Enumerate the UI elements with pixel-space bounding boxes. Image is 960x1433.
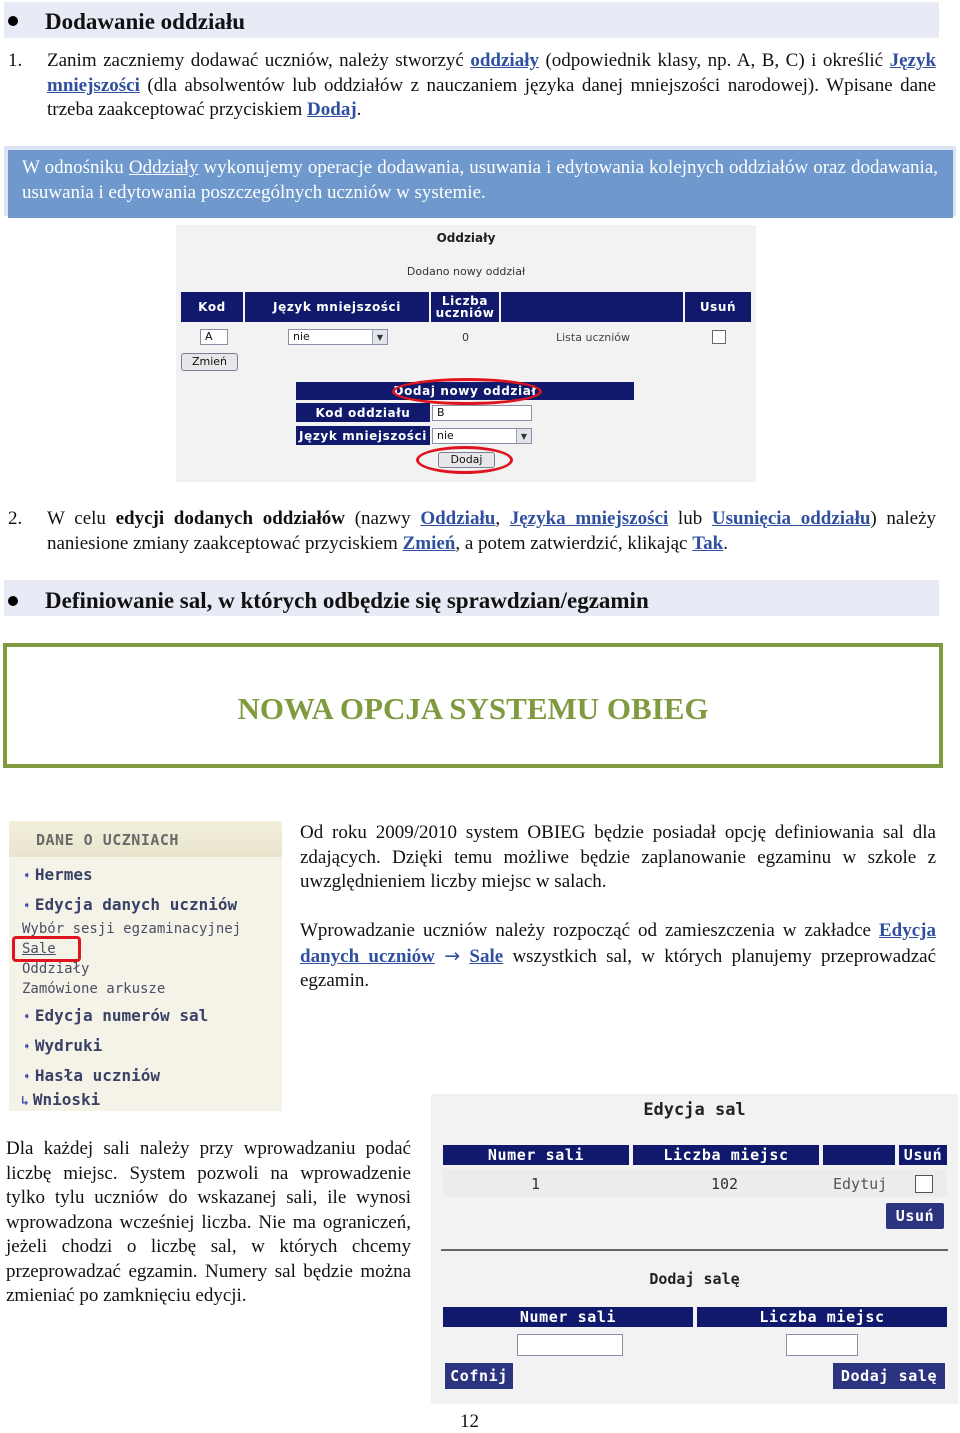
screenshot-title: Oddziały (436, 231, 496, 245)
kod-input[interactable]: A (200, 329, 228, 345)
header-liczba: Liczba uczniów (431, 292, 499, 322)
para-sale-intro: Od roku 2009/2010 system OBIEG będzie posiadał opcję definiowania sal dla zdających. Dzięki temu możliwe będzie zaplanowanie egzaminu w szkole z uwzględnieniem liczby miejsc w salach. (300, 822, 936, 892)
para-sale-capacity: Dla każdej sali należy przy wprowadzaniu podać liczbę miejsc. System pozwoli na wprowadzenie tylko tylu uczniów do wskazanej sali, ile wynosi wprowadzona wcześniej liczba. Nie ma ograniczeń, jeżeli chodzi o liczbę sal, w których chcemy przeprowadzać egzamin. Numery sal będzie można zmieniać po zamknięciu edycji. (6, 1138, 411, 1306)
sale-liczba: 102 (711, 1175, 739, 1193)
link-edycja-danych[interactable]: Edycja danych uczniów (300, 920, 936, 967)
liczba-value: 0 (462, 331, 469, 344)
divider (441, 1249, 948, 1251)
header-jezyk: Język mniejszości (245, 292, 429, 322)
delete-checkbox[interactable] (712, 330, 726, 344)
highlight-ellipse (392, 378, 542, 405)
oddzialy-screenshot (176, 225, 756, 482)
bullet-icon (8, 16, 18, 26)
add-header: Dodaj nowy oddział (296, 382, 634, 400)
cofnij-button[interactable]: Cofnij (445, 1363, 513, 1389)
link-oddzialy[interactable]: oddziały (470, 50, 539, 71)
banner-text: NOWA OPCJA SYSTEMU OBIEG (237, 691, 709, 726)
step1-text: Zanim zaczniemy dodawać uczniów, należy stworzyć oddziały (odpowiednik klasy, np. A, B, C) i określić Język mniejszości (dla absolwentów lub oddziałów z nauczaniem języka danej mniejszości narodowej). Wpisane dane trzeba zaakceptować przyciskiem Dodaj. (47, 50, 937, 120)
sale-delete-checkbox[interactable] (915, 1175, 933, 1193)
add-header-numer: Numer sali (443, 1307, 693, 1327)
link-tak[interactable]: Tak (692, 532, 724, 554)
link-dodaj[interactable]: Dodaj (307, 99, 357, 120)
add-header-liczba: Liczba miejsc (697, 1307, 947, 1327)
sale-edytuj-link[interactable]: Edytuj (833, 1175, 888, 1193)
menu-item-sale[interactable]: Sale (22, 941, 56, 957)
dodaj-button[interactable]: Dodaj (438, 452, 495, 468)
link-zmien[interactable]: Zmień (402, 532, 456, 554)
highlight-ellipse (416, 446, 513, 474)
menu-item-wnioski[interactable]: ↳ Wnioski (21, 1090, 101, 1109)
jezyk-select[interactable]: nie ▼ (288, 329, 388, 345)
menu-item-edycja[interactable]: ➧ Edycja danych uczniów (23, 895, 238, 914)
edycja-sal-screenshot (431, 1094, 958, 1404)
kod-oddzialu-input[interactable]: B (432, 405, 532, 421)
link-oddzialy-note[interactable]: Oddziały (128, 157, 199, 178)
zmien-button[interactable]: Zmień (181, 353, 238, 371)
dodaj-sale-title: Dodaj salę (649, 1270, 740, 1288)
chevron-down-icon: ▼ (516, 429, 531, 443)
arrow-right-icon: ➧ (23, 1010, 31, 1025)
link-oddzialu[interactable]: Oddziału (420, 508, 496, 529)
menu-item-hasla[interactable]: ➧ Hasła uczniów (23, 1066, 161, 1085)
dodaj-sale-button[interactable]: Dodaj salę (833, 1363, 945, 1389)
arrow-right-icon: ➧ (23, 899, 31, 914)
note-box: W odnośniku Oddziały wykonujemy operacje dodawania, usuwania i edytowania kolejnych oddziałów oraz dodawania, usuwania i edytowania poszczególnych uczniów w systemie. (8, 150, 953, 218)
numer-sali-input[interactable] (517, 1334, 623, 1356)
menu-item-zamowione[interactable]: Zamówione arkusze (22, 981, 166, 997)
chevron-down-icon: ▼ (372, 330, 387, 344)
arrow-right-icon: ➧ (23, 1040, 31, 1055)
sale-numer: 1 (531, 1175, 541, 1193)
menu-screenshot (9, 821, 282, 1111)
para-sale-howto: Wprowadzanie uczniów należy rozpocząć od zamieszczenia w zakładce Edycja danych uczniów → Sale wszystkich sal, w których planujemy przeprowadzać egzamin. (300, 920, 937, 991)
menu-item-numery-sal[interactable]: ➧ Edycja numerów sal (23, 1006, 209, 1025)
section-title-sale: Definiowanie sal, w których odbędzie się sprawdzian/egzamin (45, 588, 649, 613)
arrow-right-icon: ➧ (23, 869, 31, 884)
curved-arrow-icon: ↳ (21, 1094, 29, 1109)
highlight-box (12, 936, 81, 962)
edycja-sal-title: Edycja sal (643, 1100, 746, 1120)
menu-item-wybor-sesji[interactable]: Wybór sesji egzaminacyjnej (22, 921, 242, 937)
section-title-dodawanie: Dodawanie oddziału (45, 9, 246, 34)
header-kod: Kod (181, 292, 243, 322)
header-usun-sale: Usuń (899, 1145, 947, 1165)
header-liczba-miejsc: Liczba miejsc (633, 1145, 819, 1165)
header-usun: Usuń (685, 292, 751, 322)
arrow-right-icon: → (444, 944, 461, 967)
new-option-banner (3, 643, 943, 768)
step2-number: 2. (8, 508, 23, 529)
link-sale[interactable]: Sale (469, 945, 504, 967)
usun-button[interactable]: Usuń (886, 1203, 944, 1229)
link-jezyk-mniejszosci[interactable]: Język mniejszości (47, 50, 937, 96)
jezyk-label: Język mniejszości (296, 426, 430, 445)
link-usuniecia[interactable]: Usunięcia oddziału (711, 508, 871, 529)
step2-text: W celu edycji dodanych oddziałów (nazwy Oddziału, Języka mniejszości lub Usunięcia oddziału) należy naniesione zmiany zaakceptować przyciskiem Zmień, a potem zatwierdzić, klikając Tak. (47, 508, 937, 554)
menu-header: DANE O UCZNIACH (36, 831, 179, 849)
bullet-icon (8, 596, 18, 606)
screenshot-message: Dodano nowy oddział (406, 265, 526, 278)
header-empty (501, 292, 683, 322)
lista-uczniow-link[interactable]: Lista uczniów (556, 331, 631, 344)
liczba-miejsc-input[interactable] (786, 1334, 858, 1356)
page-number: 12 (460, 1411, 479, 1432)
link-jezyka[interactable]: Języka mniejszości (509, 508, 669, 529)
menu-item-hermes[interactable]: ➧ Hermes (23, 865, 93, 884)
header-numer-sali: Numer sali (443, 1145, 629, 1165)
jezyk-new-select[interactable]: nie ▼ (432, 428, 532, 444)
menu-item-wydruki[interactable]: ➧ Wydruki (23, 1036, 103, 1055)
kod-oddzialu-label: Kod oddziału (296, 403, 430, 422)
menu-item-oddzialy[interactable]: Oddziały (22, 961, 90, 977)
arrow-right-icon: ➧ (23, 1070, 31, 1085)
step1-number: 1. (8, 50, 23, 71)
header-empty (823, 1145, 895, 1165)
